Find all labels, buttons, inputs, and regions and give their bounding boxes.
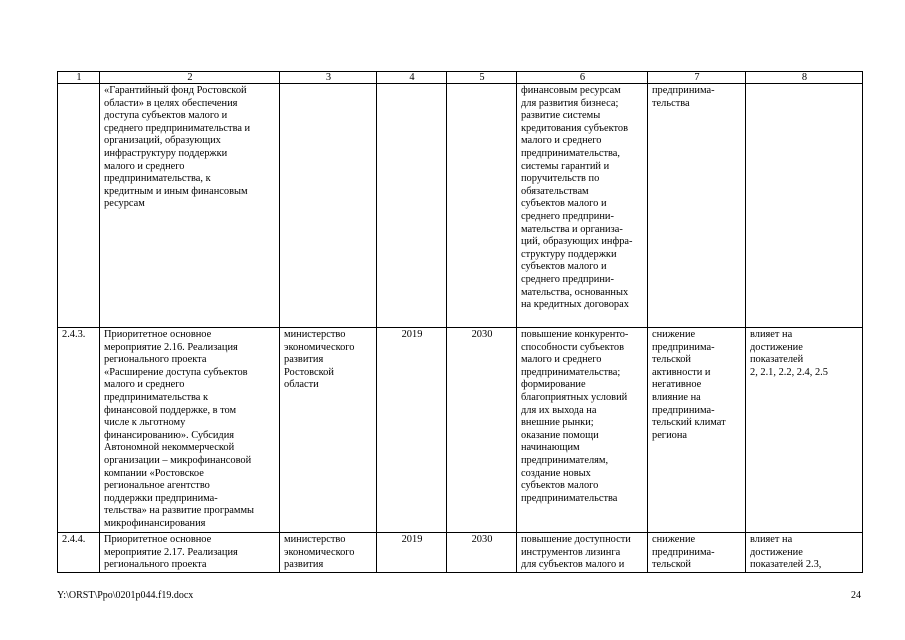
cell-text-line: малого и среднего [521,354,602,366]
cell-text-line: регионального проекта [104,559,207,571]
header-cell: 1 [58,72,100,84]
cell-text-line: снижение [652,534,696,545]
header-cell: 3 [280,72,377,84]
row-number-cell [58,84,100,328]
cell-text-line: области» в целях обеспечения [104,97,238,109]
cell-text-line: влияет на [750,329,793,340]
header-cell: 2 [100,72,280,84]
cell-text-line: организаций, образующих [104,135,221,147]
cell-text-line: субъектов малого [521,480,599,492]
cell-text-line: среднего предпринимательства и [104,122,251,134]
cell-text-line: предпринимательства [521,492,618,504]
row-number-cell: 2.4.4. [58,533,100,573]
executor-cell [280,533,377,573]
cell-text-line: министерство [284,534,346,545]
cell-text-line: предпринимательства, к [104,173,211,185]
start-year-cell: 2019 [377,328,447,533]
cell-text-line: мательства, основанных [521,286,629,298]
cell-text-line: организации – микрофинансовой [104,454,252,466]
cell-text-line: влияние на [652,391,701,403]
cell-text-line: числе к льготному [104,417,186,429]
header-cell: 8 [746,72,863,84]
cell-text-line: предпринимательства к [104,391,209,403]
table-row [58,328,863,533]
cell-text-line: Приоритетное основное [104,534,212,545]
cell-text-line: мательства и организа- [521,223,623,235]
consequences-cell [648,84,746,328]
cell-text-line: создание новых [521,467,591,479]
cell-text-line: негативное [652,379,702,391]
cell-text-line: показателей 2.3, [750,559,822,571]
cell-text-line: влияет на [750,534,793,545]
cell-text-line: тельский климат [652,417,726,429]
cell-text-line: «Расширение доступа субъектов [104,366,248,378]
cell-text-line: кредитования субъектов [521,122,629,134]
cell-text-line: региона [652,429,687,441]
cell-text-line: мероприятие 2.16. Реализация [104,341,238,353]
cell-text-line: предпринимательства; [521,366,621,378]
cell-text-line: финансированию». Субсидия [104,429,235,441]
cell-text-line: 2, 2.1, 2.2, 2.4, 2.5 [750,366,828,378]
indicators-cell [746,533,863,573]
cell-text-line: благоприятных условий [521,391,628,403]
cell-text-line: Приоритетное основное [104,329,212,340]
cell-text-line: малого и среднего [104,379,185,391]
cell-text-line: региональное агентство [104,480,210,492]
cell-text-line: предпринима- [652,341,715,353]
cell-text-line: внешние рынки; [521,417,594,429]
executor-cell [280,328,377,533]
cell-text-line: достижение [750,546,803,558]
cell-text-line: доступа субъектов малого и [104,110,228,122]
cell-text-line: тельства» на развитие программы [104,505,255,517]
cell-text-line: микрофинансирования [104,517,206,529]
consequences-cell [648,533,746,573]
header-cell: 7 [648,72,746,84]
cell-text-line: финансовой поддержке, в том [104,404,237,416]
cell-text-line: развития [284,559,324,571]
cell-text-line: для их выхода на [521,404,597,416]
table-row [58,533,863,573]
cell-text-line: ресурсам [104,198,145,210]
cell-text-line: кредитным и иным финансовым [104,185,248,197]
cell-text-line: развитие системы [521,110,601,122]
cell-text-line: для развития бизнеса; [521,97,619,109]
cell-text-line: системы гарантий и [521,160,610,172]
cell-text-line: инфраструктуру поддержки [104,147,228,159]
cell-text-line: «Гарантийный фонд Ростовской [104,85,247,96]
cell-text-line: среднего предприни- [521,273,614,285]
executor-cell [280,84,377,328]
measure-name-cell [100,328,280,533]
cell-text-line: предпринимательства, [521,147,621,159]
cell-text-line: министерство [284,329,346,340]
cell-text-line: Ростовской [284,366,334,378]
cell-text-line: повышение конкуренто- [521,329,629,340]
cell-text-line: экономического [284,546,355,558]
cell-text-line: субъектов малого и [521,198,607,210]
footer-file-path: Y:\ORST\Ppo\0201p044.f19.docx [57,590,194,601]
cell-text-line: мероприятие 2.17. Реализация [104,546,238,558]
cell-text-line: предпринима- [652,404,715,416]
expected-result-cell [517,84,648,328]
cell-text-line: предпринима- [652,85,715,96]
header-cell: 4 [377,72,447,84]
measure-name-cell [100,84,280,328]
end-year-cell: 2030 [447,533,517,573]
cell-text-line: на кредитных договорах [521,299,629,311]
cell-text-line: Автономной некоммерческой [104,442,235,454]
header-cell: 5 [447,72,517,84]
cell-text-line: компании «Ростовское [104,467,204,479]
cell-text-line: субъектов малого и [521,261,607,273]
cell-text-line: экономического [284,341,355,353]
cell-text-line: формирование [521,379,586,391]
cell-text-line: тельства [652,97,690,109]
header-cell: 6 [517,72,648,84]
table-row [58,84,863,328]
cell-text-line: инструментов лизинга [521,546,621,558]
start-year-cell: 2019 [377,533,447,573]
end-year-cell [447,84,517,328]
cell-text-line: предпринимателям, [521,454,609,466]
cell-text-line: оказание помощи [521,429,599,441]
row-number-cell: 2.4.3. [58,328,100,533]
expected-result-cell [517,533,648,573]
footer-page-number: 24 [851,590,861,601]
consequences-cell [648,328,746,533]
cell-text-line: ций, образующих инфра- [521,236,633,248]
cell-text-line: для субъектов малого и [521,559,625,571]
cell-text-line: области [284,379,319,391]
expected-result-cell [517,328,648,533]
cell-text-line: показателей [750,354,804,366]
cell-text-line: обязательствам [521,185,589,197]
cell-text-line: повышение доступности [521,534,631,545]
indicators-cell [746,328,863,533]
cell-text-line: достижение [750,341,803,353]
cell-text-line: развития [284,354,324,366]
cell-text-line: начинающим [521,442,580,454]
start-year-cell [377,84,447,328]
cell-text-line: тельской [652,559,691,571]
document-table [57,71,863,573]
cell-text-line: среднего предприни- [521,210,614,222]
cell-text-line: способности субъектов [521,341,625,353]
cell-text-line: снижение [652,329,696,340]
indicators-cell [746,84,863,328]
cell-text-line: предпринима- [652,546,715,558]
end-year-cell: 2030 [447,328,517,533]
cell-text-line: малого и среднего [521,135,602,147]
cell-text-line: структуру поддержки [521,248,617,260]
cell-text-line: активности и [652,366,711,378]
cell-text-line: финансовым ресурсам [521,85,621,96]
cell-text-line: малого и среднего [104,160,185,172]
cell-text-line: поручительств по [521,173,600,185]
table-header-row [58,72,863,84]
cell-text-line: регионального проекта [104,354,207,366]
cell-text-line: поддержки предпринима- [104,492,218,504]
cell-text-line: тельской [652,354,691,366]
measure-name-cell [100,533,280,573]
